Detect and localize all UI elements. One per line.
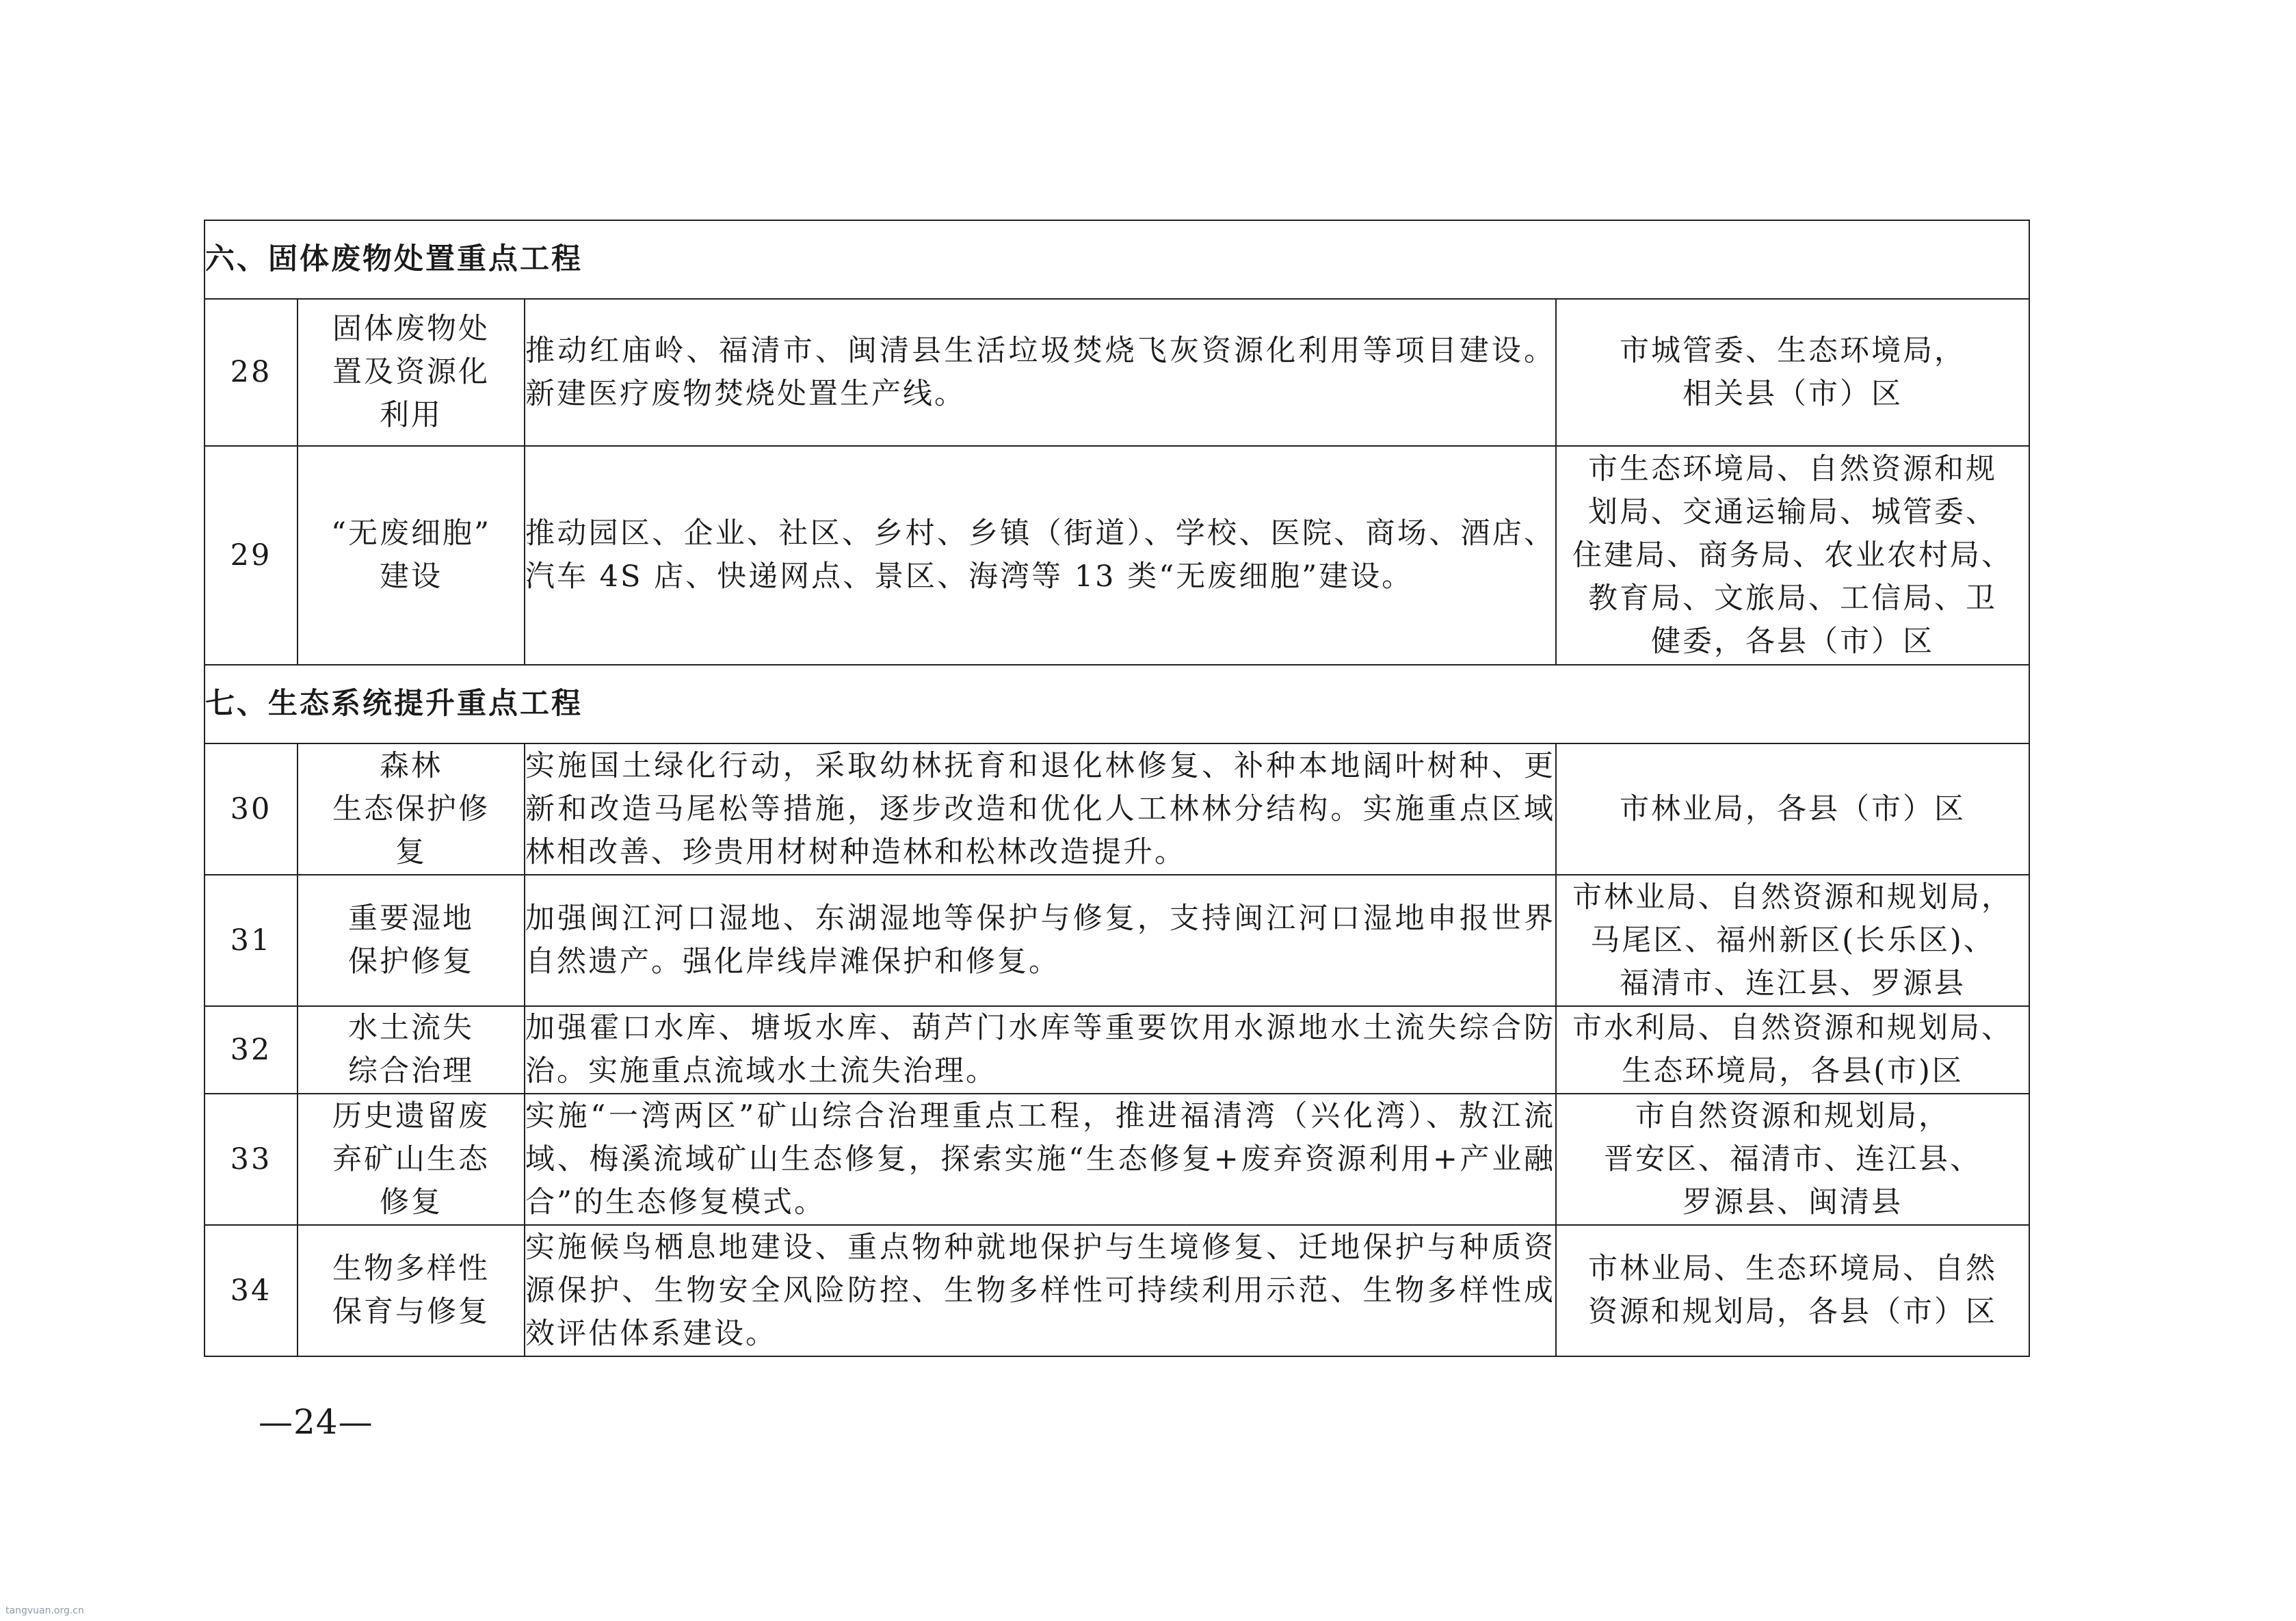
project-table <box>204 220 2030 1357</box>
dept-line: 市城管委、生态环境局， <box>1620 333 1966 368</box>
project-name <box>298 1225 525 1356</box>
project-name <box>298 446 525 665</box>
section-header-row <box>204 220 2029 299</box>
dept-line: 市林业局、自然资源和规划局， <box>1572 880 2013 914</box>
dept-line: 住建局、商务局、农业农村局、 <box>1572 538 2013 572</box>
project-name <box>298 1006 525 1094</box>
name-line: 利用 <box>380 398 443 432</box>
row-number: 29 <box>204 446 298 665</box>
dept-line: 马尾区、福州新区(长乐区)、 <box>1590 923 1995 958</box>
project-name <box>298 299 525 446</box>
responsible-departments <box>1556 299 2029 446</box>
name-line: 弃矿山生态 <box>332 1142 490 1176</box>
source-watermark: tangvuan.org.cn <box>5 1605 84 1616</box>
row-number: 33 <box>204 1094 298 1225</box>
project-name <box>298 743 525 875</box>
page-number: —24— <box>259 1402 373 1442</box>
project-content: 实施国土绿化行动，采取幼林抚育和退化林修复、补种本地阔叶树种、更新和改造马尾松等措施，逐步改造和优化人工林林分结构。实施重点区域林相改善、珍贵用材树种造林和松林改造提升。 <box>525 743 1556 875</box>
dept-line: 市自然资源和规划局， <box>1635 1098 1950 1133</box>
dept-line: 教育局、文旅局、工信局、卫 <box>1588 581 1997 616</box>
table-row <box>204 1006 2029 1094</box>
row-number: 30 <box>204 743 298 875</box>
dept-line: 市生态环境局、自然资源和规 <box>1588 451 1997 486</box>
project-content: 加强霍口水库、塘坂水库、葫芦门水库等重要饮用水源地水土流失综合防治。实施重点流域水土流失治理。 <box>525 1006 1556 1094</box>
dept-line: 健委，各县（市）区 <box>1651 624 1934 659</box>
name-line: 修复 <box>380 1185 443 1220</box>
project-name <box>298 875 525 1006</box>
responsible-departments <box>1556 1094 2029 1225</box>
name-line: 森林 <box>380 748 443 783</box>
section-title: 六、固体废物处置重点工程 <box>204 220 2029 299</box>
name-line: 保育与修复 <box>332 1295 490 1329</box>
section-header-row <box>204 665 2029 743</box>
dept-line: 市水利局、自然资源和规划局、 <box>1572 1011 2013 1045</box>
name-line: 综合治理 <box>348 1054 474 1088</box>
project-content: 推动红庙岭、福清市、闽清县生活垃圾焚烧飞灰资源化利用等项目建设。新建医疗废物焚烧处置生产线。 <box>525 299 1556 446</box>
name-line: 生态保护修 <box>332 791 490 826</box>
responsible-departments <box>1556 875 2029 1006</box>
name-line: 固体废物处 <box>332 312 490 346</box>
name-line: 历史遗留废 <box>332 1098 490 1133</box>
dept-line: 福清市、连江县、罗源县 <box>1620 966 1966 1001</box>
dept-line: 晋安区、福清市、连江县、 <box>1604 1142 1981 1176</box>
responsible-departments <box>1556 446 2029 665</box>
table-row <box>204 1094 2029 1225</box>
project-content: 加强闽江河口湿地、东湖湿地等保护与修复，支持闽江河口湿地申报世界自然遗产。强化岸线岸滩保护和修复。 <box>525 875 1556 1006</box>
name-line: 水土流失 <box>348 1011 474 1045</box>
dept-line: 划局、交通运输局、城管委、 <box>1588 495 1997 529</box>
name-line: “无废细胞” <box>331 516 491 551</box>
name-line: 保护修复 <box>348 945 474 979</box>
table-row <box>204 446 2029 665</box>
dept-line: 市林业局，各县（市）区 <box>1620 791 1966 826</box>
dept-line: 市林业局、生态环境局、自然 <box>1588 1252 1997 1286</box>
dept-line: 资源和规划局，各县（市）区 <box>1588 1295 1997 1329</box>
table-row <box>204 875 2029 1006</box>
section-title: 七、生态系统提升重点工程 <box>204 665 2029 743</box>
table-row <box>204 299 2029 446</box>
name-line: 复 <box>395 834 427 869</box>
project-content: 实施候鸟栖息地建设、重点物种就地保护与生境修复、迁地保护与种质资源保护、生物安全风险防控、生物多样性可持续利用示范、生物多样性成效评估体系建设。 <box>525 1225 1556 1356</box>
row-number: 34 <box>204 1225 298 1356</box>
responsible-departments <box>1556 1006 2029 1094</box>
row-number: 32 <box>204 1006 298 1094</box>
row-number: 31 <box>204 875 298 1006</box>
table-row <box>204 1225 2029 1356</box>
responsible-departments <box>1556 1225 2029 1356</box>
name-line: 生物多样性 <box>332 1252 490 1286</box>
responsible-departments <box>1556 743 2029 875</box>
name-line: 置及资源化 <box>332 355 490 389</box>
name-line: 建设 <box>380 559 443 594</box>
project-content: 实施“一湾两区”矿山综合治理重点工程，推进福清湾（兴化湾）、敖江流域、梅溪流域矿山生态修复，探索实施“生态修复+废弃资源利用+产业融合”的生态修复模式。 <box>525 1094 1556 1225</box>
project-name <box>298 1094 525 1225</box>
row-number: 28 <box>204 299 298 446</box>
dept-line: 相关县（市）区 <box>1683 376 1903 411</box>
table-row <box>204 743 2029 875</box>
dept-line: 罗源县、闽清县 <box>1683 1185 1903 1220</box>
project-content: 推动园区、企业、社区、乡村、乡镇（街道）、学校、医院、商场、酒店、汽车 4S 店、快递网点、景区、海湾等 13 类“无废细胞”建设。 <box>525 446 1556 665</box>
name-line: 重要湿地 <box>348 901 474 936</box>
dept-line: 生态环境局，各县(市)区 <box>1622 1054 1964 1088</box>
